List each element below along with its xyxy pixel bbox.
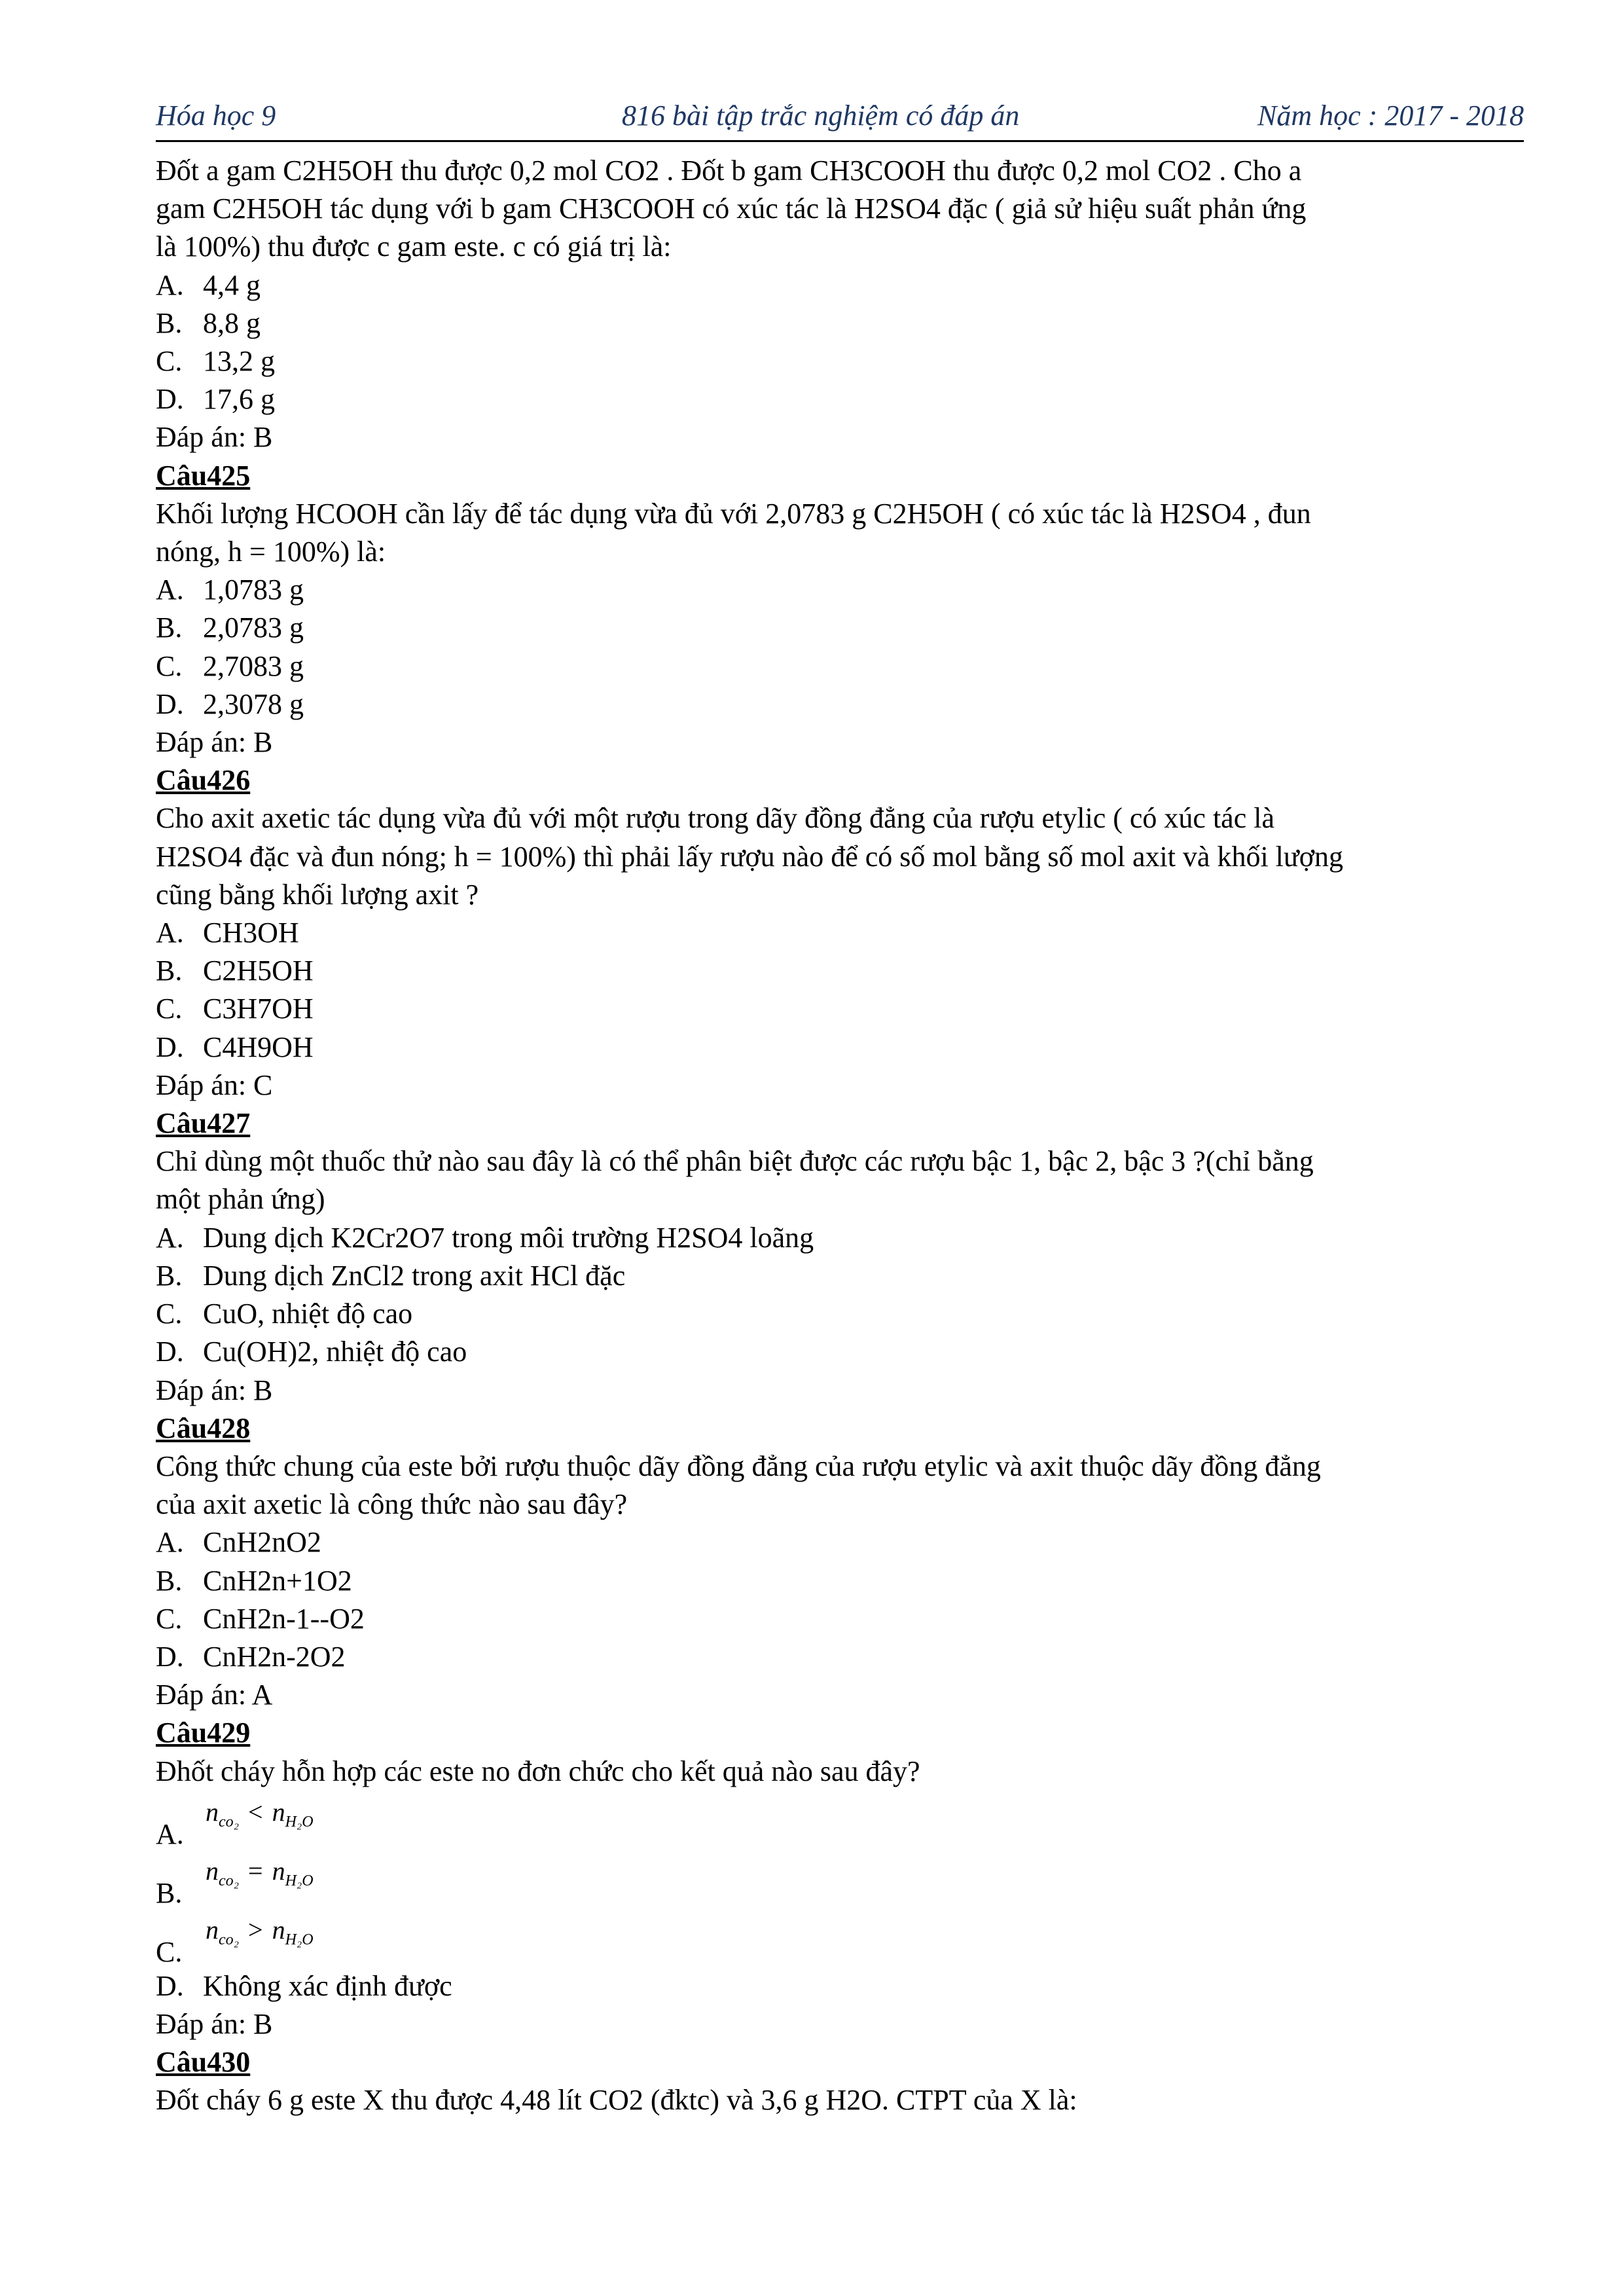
- question-block-429: [156, 1714, 1524, 2043]
- answer-option: D. C4H9OH: [156, 1030, 314, 1063]
- answer-key: Đáp án: B: [156, 421, 273, 454]
- answer-option: D. Không xác định được: [156, 1969, 452, 2002]
- formula-option: [156, 1791, 1524, 1850]
- question-block-427: [156, 1104, 1524, 1410]
- question-block-425: [156, 457, 1524, 762]
- answer-key: Đáp án: C: [156, 1068, 273, 1101]
- question-title: Câu430: [156, 2046, 251, 2079]
- answer-option: B. 2,0783 g: [156, 611, 304, 644]
- answer-option: A. 1,0783 g: [156, 574, 304, 606]
- math-formula: $n_{co_2} > n_{H_2O}$: [206, 1914, 314, 1948]
- formula-option: [156, 1850, 1524, 1908]
- question-text-line: của axit axetic là công thức nào sau đây?: [156, 1488, 628, 1521]
- question-text-line: Khối lượng HCOOH cần lấy để tác dụng vừa đủ với 2,0783 g C2H5OH ( có xúc tác là H2SO4 , đun: [156, 497, 1311, 530]
- question-text-line: Công thức chung của este bởi rượu thuộc dãy đồng đẳng của rượu etylic và axit thuộc dãy đồng đẳng: [156, 1449, 1321, 1482]
- question-text-line: một phản ứng): [156, 1183, 325, 1216]
- question-block-430: [156, 2043, 1524, 2119]
- question-title: Câu429: [156, 1717, 251, 1749]
- answer-option: C. CuO, nhiệt độ cao: [156, 1298, 413, 1330]
- question-text-line: H2SO4 đặc và đun nóng; h = 100%) thì phải lấy rượu nào để có số mol bằng số mol axit và khối lượng: [156, 840, 1344, 873]
- question-text-line: gam C2H5OH tác dụng với b gam CH3COOH có xúc tác là H2SO4 đặc ( giả sử hiệu suất phản ứng: [156, 192, 1307, 225]
- question-title: Câu427: [156, 1107, 251, 1140]
- math-formula: $n_{co_2} < n_{H_2O}$: [206, 1796, 314, 1831]
- document-body: [156, 152, 1524, 2120]
- question-block-428: [156, 1410, 1524, 1715]
- question-text-line: Đhốt cháy hỗn hợp các este no đơn chức cho kết quả nào sau đây?: [156, 1755, 920, 1787]
- header-school-year: Năm học : 2017 - 2018: [1257, 100, 1524, 132]
- question-text-line: Đốt cháy 6 g este X thu được 4,48 lít CO2 (đktc) và 3,6 g H2O. CTPT của X là:: [156, 2084, 1077, 2117]
- header-divider: [156, 140, 1524, 142]
- question-title: Câu425: [156, 459, 251, 492]
- formula-option: [156, 1908, 1524, 1967]
- answer-option: A. 4,4 g: [156, 268, 261, 301]
- answer-key: Đáp án: A: [156, 1679, 273, 1711]
- header-title: 816 bài tập trắc nghiệm có đáp án: [622, 100, 1020, 132]
- answer-option: B. Dung dịch ZnCl2 trong axit HCl đặc: [156, 1259, 626, 1292]
- answer-option: A. CnH2nO2: [156, 1526, 321, 1559]
- option-letter: B.: [156, 1876, 183, 1909]
- question-text-line: Đốt a gam C2H5OH thu được 0,2 mol CO2 . Đốt b gam CH3COOH thu được 0,2 mol CO2 . Cho a: [156, 155, 1302, 187]
- question-text-line: nóng, h = 100%) là:: [156, 536, 386, 568]
- answer-option: D. CnH2n-2O2: [156, 1640, 346, 1673]
- answer-option: A. Dung dịch K2Cr2O7 trong môi trường H2SO4 loãng: [156, 1221, 814, 1254]
- question-text-line: là 100%) thu được c gam este. c có giá trị là:: [156, 230, 672, 263]
- option-letter: C.: [156, 1935, 183, 1968]
- question-title: Câu428: [156, 1412, 251, 1444]
- option-letter: A.: [156, 1817, 184, 1850]
- question-title: Câu426: [156, 764, 251, 797]
- question-text-line: cũng bằng khối lượng axit ?: [156, 878, 479, 911]
- question-block-426: [156, 761, 1524, 1104]
- answer-option: A. CH3OH: [156, 917, 299, 949]
- answer-option: B. 8,8 g: [156, 306, 261, 339]
- answer-key: Đáp án: B: [156, 726, 273, 759]
- question-text-line: Cho axit axetic tác dụng vừa đủ với một rượu trong dãy đồng đẳng của rượu etylic ( có xúc tác là: [156, 802, 1274, 835]
- math-formula: $n_{co_2} = n_{H_2O}$: [206, 1855, 314, 1889]
- answer-option: B. C2H5OH: [156, 955, 314, 987]
- answer-option: D. 2,3078 g: [156, 687, 304, 720]
- answer-option: C. 13,2 g: [156, 345, 275, 378]
- question-block-intro: [156, 152, 1524, 457]
- answer-key: Đáp án: B: [156, 1374, 273, 1406]
- answer-option: C. CnH2n-1--O2: [156, 1602, 365, 1635]
- question-text-line: Chỉ dùng một thuốc thử nào sau đây là có thể phân biệt được các rượu bậc 1, bậc 2, bậc 3 ?(chỉ bằng: [156, 1145, 1314, 1178]
- answer-option: C. C3H7OH: [156, 993, 314, 1025]
- header-subject: Hóa học 9: [156, 100, 276, 132]
- answer-option: D. Cu(OH)2, nhiệt độ cao: [156, 1336, 467, 1368]
- answer-option: C. 2,7083 g: [156, 649, 304, 682]
- answer-key: Đáp án: B: [156, 2007, 273, 2040]
- page-header: [156, 95, 1524, 141]
- answer-option: B. CnH2n+1O2: [156, 1564, 352, 1597]
- answer-option: D. 17,6 g: [156, 383, 275, 416]
